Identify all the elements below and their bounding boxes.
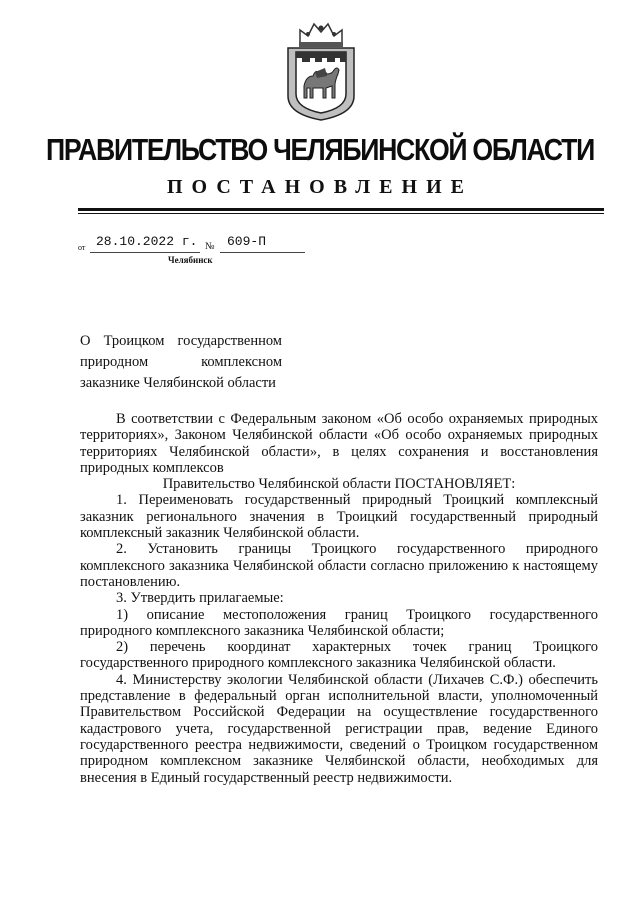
item-paragraph: 4. Министерству экологии Челябинской области (Лихачев С.Ф.) обеспечить представление в федеральный орган исполнительной власти, уполномоченный Правительством Российской Федерации на осуществление государственного кадастрового учета, государственной регистрации прав, ведение Единого государственного реестра недвижимости, сведений о Троицком государственном природном комплексном заказнике Челябинской области, необходимых для внесения в Единый государственный реестр недвижимости. [80, 671, 598, 786]
item-paragraph: 2) перечень координат характерных точек границ Троицкого государственного природного комплексного заказника Челябинской области. [80, 639, 598, 672]
item-paragraph: 1) описание местоположения границ Троицкого государственного природного комплексного заказника Челябинской области; [80, 606, 598, 639]
item-paragraph: 1. Переименовать государственный природный Троицкий комплексный заказник регионального значения в Троицкий государственный природный комплексный заказник Челябинской области. [80, 492, 598, 542]
date-underline [90, 252, 200, 253]
document-subject [80, 331, 282, 394]
item-paragraph: 2. Установить границы Троицкого государственного природного комплексного заказника Челябинской области согласно приложению к настоящему постановлению. [80, 541, 598, 590]
document-date: 28.10.2022 г. [96, 234, 198, 249]
subject-line: заказнике Челябинской области [80, 375, 276, 391]
government-title: ПРАВИТЕЛЬСТВО ЧЕЛЯБИНСКОЙ ОБЛАСТИ [46, 132, 594, 167]
document-body [80, 411, 598, 786]
header-rule-thick [78, 208, 604, 211]
date-label: от [78, 243, 86, 252]
city-name: Челябинск [168, 255, 213, 265]
document-type-heading: ПОСТАНОВЛЕНИЕ [167, 176, 473, 198]
coat-of-arms-emblem [280, 18, 362, 122]
item-paragraph: 3. Утвердить прилагаемые: [116, 590, 284, 607]
number-underline [220, 252, 305, 253]
preamble-paragraph: В соответствии с Федеральным законом «Об особо охраняемых природных территориях», Законом Челябинской области «Об особо охраняемых природных территориях Челябинской области», в целях сохранения и восстановления природных комплексов [80, 411, 598, 476]
number-label: № [205, 241, 215, 252]
date-number-line [78, 232, 318, 254]
document-number: 609-П [227, 234, 267, 249]
decree-paragraph: Правительство Челябинской области ПОСТАНОВЛЯЕТ: [162, 476, 516, 493]
subject-line: природном комплексном [80, 354, 282, 370]
subject-line: О Троицком государственном [80, 333, 282, 349]
header-rule-thin [78, 213, 604, 214]
